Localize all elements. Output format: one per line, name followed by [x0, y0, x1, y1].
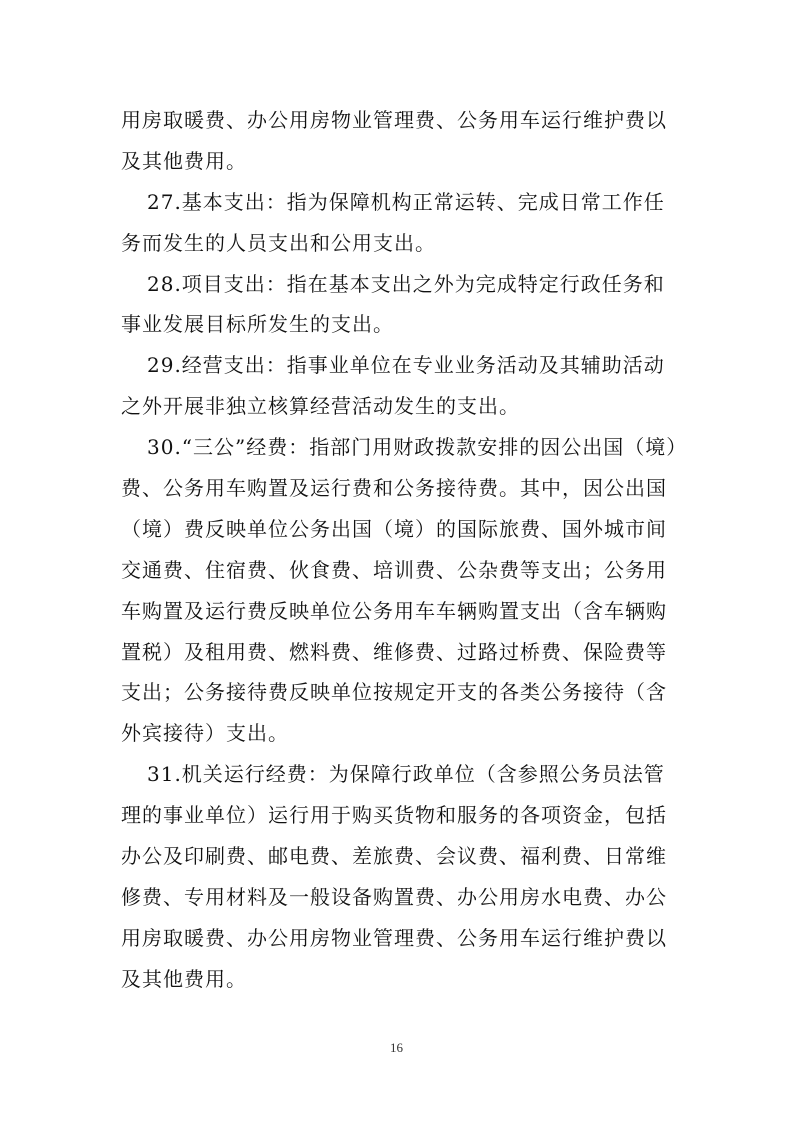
text-line: （境）费反映单位公务出国（境）的国际旅费、国外城市间: [121, 516, 667, 541]
text-line: 车购置及运行费反映单位公务用车车辆购置支出（含车辆购: [121, 598, 667, 623]
text-line: 交通费、住宿费、伙食费、培训费、公杂费等支出；公务用: [121, 557, 667, 582]
text-line: 务而发生的人员支出和公用支出。: [121, 230, 436, 255]
text-line: 费、公务用车购置及运行费和公务接待费。其中，因公出国: [121, 476, 667, 501]
text-line: 用房取暖费、办公用房物业管理费、公务用车运行维护费以: [121, 925, 667, 950]
text-line: 置税）及租用费、燃料费、维修费、过路过桥费、保险费等: [121, 639, 667, 664]
text-line: 支出；公务接待费反映单位按规定开支的各类公务接待（含: [121, 680, 667, 705]
item-29-title: 29.经营支出：指事业单位在专业业务活动及其辅助活动: [147, 353, 665, 378]
page-number: 16: [390, 1040, 403, 1055]
item-31-title: 31.机关运行经费：为保障行政单位（含参照公务员法管: [147, 762, 665, 787]
item-28-title: 28.项目支出：指在基本支出之外为完成特定行政任务和: [147, 271, 665, 296]
text-line: 之外开展非独立核算经营活动发生的支出。: [121, 394, 520, 419]
text-line: 修费、专用材料及一般设备购置费、办公用房水电费、办公: [121, 884, 667, 909]
text-line: 及其他费用。: [121, 148, 247, 173]
text-line: 外宾接待）支出。: [121, 721, 289, 746]
body-text: [121, 100, 688, 1000]
text-line: 理的事业单位）运行用于购买货物和服务的各项资金，包括: [121, 803, 667, 828]
item-30-title: 30.“三公”经费：指部门用财政拨款安排的因公出国（境）: [147, 435, 688, 460]
text-line: 办公及印刷费、邮电费、差旅费、会议费、福利费、日常维: [121, 844, 667, 869]
item-27-title: 27.基本支出：指为保障机构正常运转、完成日常工作任: [147, 189, 665, 214]
text-line: 及其他费用。: [121, 966, 247, 991]
text-line: 用房取暖费、办公用房物业管理费、公务用车运行维护费以: [121, 108, 667, 132]
text-line: 事业发展目标所发生的支出。: [121, 312, 394, 337]
